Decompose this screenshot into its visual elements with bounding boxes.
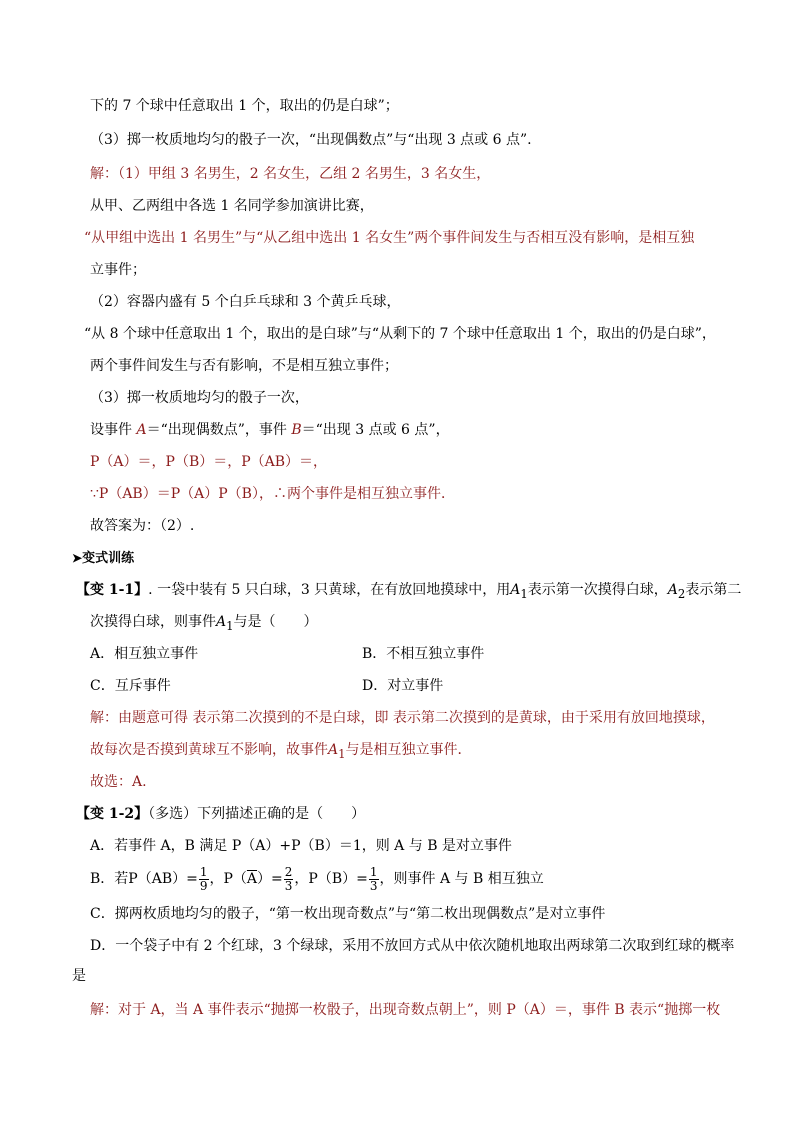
- fraction: $\frac{1}{9}$: [199, 864, 208, 893]
- text-line: “从 8 个球中任意取出 1 个，取出的是白球”与“从剩下的 7 个球中任意取出 1 个，取出的仍是白球”，: [84, 326, 716, 342]
- text-line: 立事件；: [90, 262, 146, 278]
- option-d: D．对立事件: [362, 678, 444, 694]
- solution-line: 故选：A.: [90, 774, 147, 790]
- text-line: 从甲、乙两组中各选 1 名同学参加演讲比赛，: [90, 198, 374, 214]
- solution-line: ∵P（AB）＝P（A）P（B），∴两个事件是相互独立事件．: [90, 486, 455, 502]
- option-b: B．不相互独立事件: [362, 646, 485, 662]
- section-heading: ➤变式训练: [72, 551, 135, 566]
- option-c: C．掷两枚质地均匀的骰子，“第一枚出现奇数点”与“第二枚出现偶数点”是对立事件: [90, 906, 606, 922]
- question-tag: 【变 1-1】: [76, 582, 149, 598]
- text-line: 下的 7 个球中任意取出 1 个，取出的仍是白球”；: [90, 98, 399, 114]
- solution-line: 解：（1）甲组 3 名男生，2 名女生，乙组 2 名男生，3 名女生，: [90, 166, 491, 182]
- question-line: 【变 1-2】（多选）下列描述正确的是（ ）: [76, 806, 366, 822]
- fraction: $\frac{1}{3}$: [369, 864, 378, 893]
- text-line: （3）掷一枚质地均匀的骰子一次，“出现偶数点”与“出现 3 点或 6 点”.: [90, 132, 532, 148]
- question-line: 次摸得白球，则事件$A_1$与是（ ）: [90, 614, 318, 633]
- option-c: C．互斥事件: [90, 678, 171, 694]
- option-d: D．一个袋子中有 2 个红球，3 个绿球，采用不放回方式从中依次随机地取出两球第二次取到红球的概率: [90, 938, 735, 954]
- arrow-right-icon: ➤: [72, 551, 83, 565]
- option-d-cont: 是: [72, 968, 86, 984]
- solution-line: 解：对于 A，当 A 事件表示“抛掷一枚骰子，出现奇数点朝上”，则 P（A）＝，事件 B 表示“抛掷一枚: [90, 1002, 721, 1018]
- text-line: 故答案为：（2）.: [90, 518, 195, 534]
- text-line: （3）掷一枚质地均匀的骰子一次，: [90, 390, 309, 406]
- solution-line: 故每次是否摸到黄球互不影响，故事件$A_1$与是相互独立事件．: [90, 742, 472, 761]
- solution-line: 解：由题意可得 表示第二次摸到的不是白球，即 表示第二次摸到的是黄球，由于采用有放回地摸球，: [90, 710, 715, 726]
- question-tag: 【变 1-2】: [76, 806, 149, 822]
- option-a: A．若事件 A，B 满足 P（A）+P（B）＝1，则 A 与 B 是对立事件: [90, 838, 512, 854]
- solution-line: “从甲组中选出 1 名男生”与“从乙组中选出 1 名女生”两个事件间发生与否相互没有影响，是相互独: [84, 230, 695, 246]
- option-b: B．若P（AB）= $\frac{1}{9}$ ，$P(\overline{A})=$ $\frac{2}{3}$ ，P（B）= $\frac{1}{3}$ ，则事件 A 与 B 相互独立: [90, 864, 544, 893]
- question-line: 【变 1-1】. 一袋中装有 5 只白球，3 只黄球，在有放回地摸球中，用$A_1$表示第一次摸得白球，$A_2$表示第二: [76, 582, 742, 601]
- solution-line: P（A）＝，P（B）＝，P（AB）＝，: [90, 454, 328, 470]
- text-line: 设事件 A＝“出现偶数点”，事件 B＝“出现 3 点或 6 点”，: [90, 422, 450, 438]
- text-line: 两个事件间发生与否有影响，不是相互独立事件；: [90, 358, 398, 374]
- fraction: $\frac{2}{3}$: [284, 864, 293, 893]
- option-a: A．相互独立事件: [90, 646, 199, 662]
- text-line: （2）容器内盛有 5 个白乒乓球和 3 个黄乒乓球，: [90, 294, 401, 310]
